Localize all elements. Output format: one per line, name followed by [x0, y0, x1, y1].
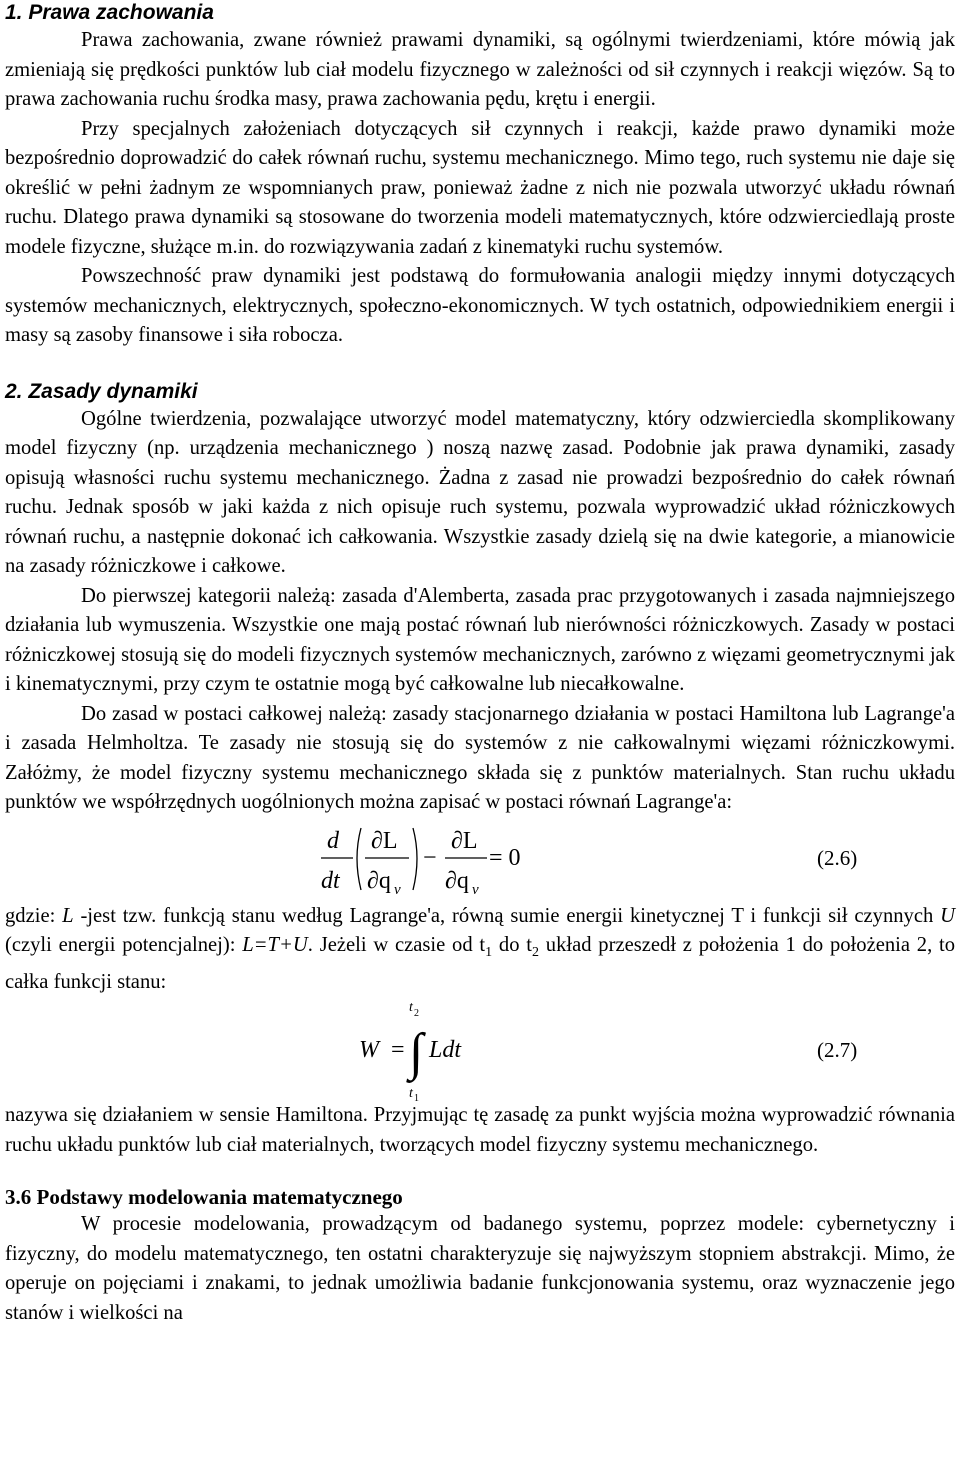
paragraph: Ogólne twierdzenia, pozwalające utworzyć model matematyczny, który odzwierciedla skomplikowany model fizyczny (np. urządzenia mechanicznego ) noszą nazwę zasad. Podobnie jak prawa dynamiki, zasady opisują własności ruchu systemu mechanicznego. Żadna z zasad nie prowadzi bezpośrednio do całek równań ruchu. Jednak sposób w jaki każda z nich opisuje ruch systemu, pozwala wyprowadzić układ różniczkowych równań ruchu, a następnie dokonać ich całkowania. Wszystkie zasady dzielą się na dwie kategorie, a mianowicie na zasady różniczkowe i całkowe.	[5, 407, 955, 577]
inline-equation: L=T+U	[242, 934, 308, 956]
eq-number-2-6: (2.6)	[817, 845, 858, 870]
paragraph: Powszechność praw dynamiki jest podstawą do formułowania analogii między innymi dotyczących systemów mechanicznych, elektrycznych, społeczno-ekonomicznych. W tych ostatnich, odpowiednikiem energii i masy są zasoby finansowe i siła robocza.	[5, 265, 955, 346]
equation-hamilton	[5, 997, 955, 1101]
eq-dL-1: ∂L	[371, 827, 398, 854]
eq-upper: t	[409, 1000, 413, 1016]
document-page	[5, 0, 955, 1328]
paragraph: Do pierwszej kategorii należą: zasada d'Alemberta, zasada prac przygotowanych i zasada najmniejszego działania lub wymuszenia. Wszystkie one mają postać równań lub nierówności różniczkowych. Zasady w postaci różniczkowej stosują się do modeli fizycznych systemów mechanicznych, zarówno z więzami geometrycznymi jak i kinematycznymi, przy czym te ostatnie mogą być całkowalne lub niecałkowalne.	[5, 584, 955, 695]
eq-upper-sub: 2	[414, 1008, 419, 1020]
paragraph: Do zasad w postaci całkowej należą: zasady stacjonarnego działania w postaci Hamiltona lub Lagrange'a i zasada Helmholtza. Te zasady nie stosują się do systemów z nie całkowalnymi więzami różniczkowymi. Załóżmy, że model fizyczny systemu mechanicznego składa się z punktów materialnych. Stan ruchu układu punktów we współrzędnych uogólnionych można zapisać w postaci równań Lagrange'a:	[5, 702, 955, 813]
eq-qsub-1: v	[394, 881, 401, 898]
eq-qsub-2: v	[472, 881, 479, 898]
equation-lagrange	[5, 818, 955, 902]
eq-equals: =	[391, 1037, 405, 1064]
eq-integrand: Ldt	[429, 1037, 462, 1064]
eq-dL-2: ∂L	[451, 827, 478, 854]
eq-dt: dt	[321, 867, 340, 894]
symbol-L: L	[62, 904, 74, 927]
paragraph: nazywa się działaniem w sensie Hamiltona. Przyjmując tę zasadę za punkt wyjścia można wyprowadzić równania ruchu układu punktów lub ciał materialnych, tworzących model fizyczny systemu mechanicznego.	[5, 1104, 955, 1156]
section-heading-1: 1. Prawa zachowania	[5, 1, 214, 24]
paragraph: Prawa zachowania, zwane również prawami dynamiki, są ogólnymi twierdzeniami, które mówią jak zmieniają się prędkości punktów lub ciał modelu fizycznego w zależności od sił czynnych i reakcji więzów. Są to prawa zachowania ruchu środka masy, prawa zachowania pędu, krętu i energii.	[5, 29, 955, 110]
eq-lower-sub: 1	[414, 1093, 419, 1102]
paragraph: gdzie: L -jest tzw. funkcją stanu według Lagrange'a, równą sumie energii kinetycznej T i funkcji sił czynnych U (czyli energii potencjalnej): L=T+U. Jeżeli w czasie od $t_1$ do $t_2$ układ przeszedł z położenia 1 do położenia 2, to całka funkcji stanu:	[5, 904, 956, 993]
eq-rhs: = 0	[489, 844, 521, 871]
paragraph: W procesie modelowania, prowadzącym od badanego systemu, poprzez modele: cybernetyczny i fizyczny, do modelu matematycznego, ten ostatni charakteryzuje się najwyższym stopniem abstrakcji. Mimo, że operuje on pojęciami i znakami, to jednak umożliwia badanie funkcjonowania systemu, oraz wyznaczenie jego stanów i wielkości na	[5, 1213, 955, 1324]
paragraph: Przy specjalnych założeniach dotyczących sił czynnych i reakcji, każde prawo dynamiki może bezpośrednio doprowadzić do całek równań ruchu, systemu mechanicznego. Mimo tego, ruch systemu nie daje się określić w pełni żadnym ze wspomnianych praw, ponieważ żadne z nich nie pozwala utworzyć układu równań ruchu. Dlatego prawa dynamiki są stosowane do tworzenia modeli matematycznych, które odzwierciedlają proste modele fizyczne, służące m.in. do rozwiązywania zadań z kinematyki ruchu systemów.	[5, 117, 955, 258]
eq-lower: t	[409, 1086, 413, 1102]
section-heading-3: 3.6 Podstawy modelowania matematycznego	[5, 1185, 403, 1210]
eq-integral: ∫	[409, 1024, 424, 1082]
equation-hamilton-graphic	[5, 997, 955, 1101]
symbol-U: U	[940, 904, 955, 927]
equation-lagrange-graphic	[5, 818, 955, 902]
eq-d: d	[327, 827, 339, 854]
eq-dq-1: ∂q	[367, 867, 391, 894]
eq-dq-2: ∂q	[445, 867, 469, 894]
section-heading-2: 2. Zasady dynamiki	[5, 379, 198, 403]
eq-W: W	[359, 1037, 379, 1064]
eq-number-2-7: (2.7)	[817, 1038, 858, 1063]
eq-minus: −	[423, 844, 437, 871]
